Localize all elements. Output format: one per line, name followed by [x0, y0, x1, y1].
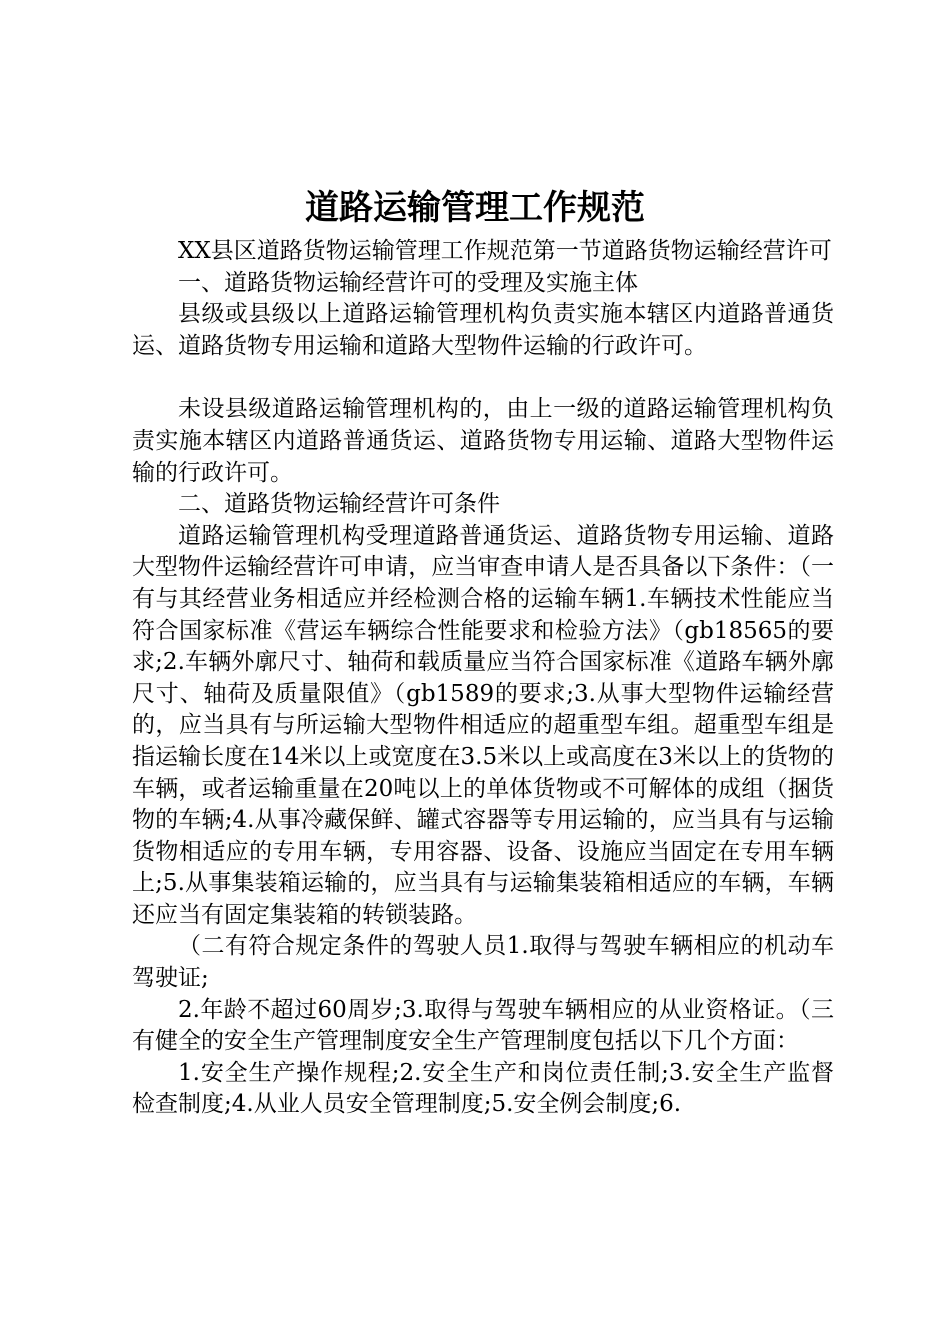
paragraph-safety-rules: 1.安全生产操作规程;2.安全生产和岗位责任制;3.安全生产监督检查制度;4.从业人员安全管理制度;5.安全例会制度;6. — [132, 1059, 834, 1118]
paragraph-driver-age: 2.年龄不超过60周岁;3.取得与驾驶车辆相应的从业资格证。（三有健全的安全生产管理制度安全生产管理制度包括以下几个方面： — [132, 996, 834, 1055]
document-body — [132, 236, 834, 1121]
paragraph-section-heading-1: 一、道路货物运输经营许可的受理及实施主体 — [178, 269, 638, 296]
paragraph-vehicle-conditions: 道路运输管理机构受理道路普通货运、道路货物专用运输、道路大型物件运输经营许可申请，应当审查申请人是否具备以下条件：（一有与其经营业务相适应并经检测合格的运输车辆1.车辆技术性能应当符合国家标准《营运车辆综合性能要求和检验方法》（gb18565的要求;2.车辆外廓尺寸、轴荷和载质量应当符合国家标准《道路车辆外廓尺寸、轴荷及质量限值》（gb1589的要求;3.从事大型物件运输经营的，应当具有与所运输大型物件相适应的超重型车组。超重型车组是指运输长度在14米以上或宽度在3.5米以上或高度在3米以上的货物的车辆，或者运输重量在20吨以上的单体货物或不可解体的成组（捆货物的车辆;4.从事冷藏保鲜、罐式容器等专用运输的，应当具有与运输货物相适应的专用车辆，专用容器、设备、设施应当固定在专用车辆上;5.从事集装箱运输的，应当具有与运输集装箱相适应的车辆，车辆还应当有固定集装箱的转锁装路。 — [132, 522, 834, 928]
paragraph-section-heading-2: 二、道路货物运输经营许可条件 — [178, 491, 500, 518]
document-title: 道路运输管理工作规范 — [305, 188, 645, 228]
paragraph-intro: XX县区道路货物运输管理工作规范第一节道路货物运输经营许可 — [178, 238, 832, 264]
paragraph-gap — [132, 362, 834, 394]
paragraph-no-county-agency: 未设县级道路运输管理机构的，由上一级的道路运输管理机构负责实施本辖区内道路普通货运、道路货物专用运输、道路大型物件运输的行政许可。 — [132, 396, 834, 486]
paragraph-licensing-authority: 县级或县级以上道路运输管理机构负责实施本辖区内道路普通货运、道路货物专用运输和道路大型物件运输的行政许可。 — [132, 301, 834, 359]
paragraph-driver-conditions: （二有符合规定条件的驾驶人员1.取得与驾驶车辆相应的机动车驾驶证; — [132, 933, 834, 992]
